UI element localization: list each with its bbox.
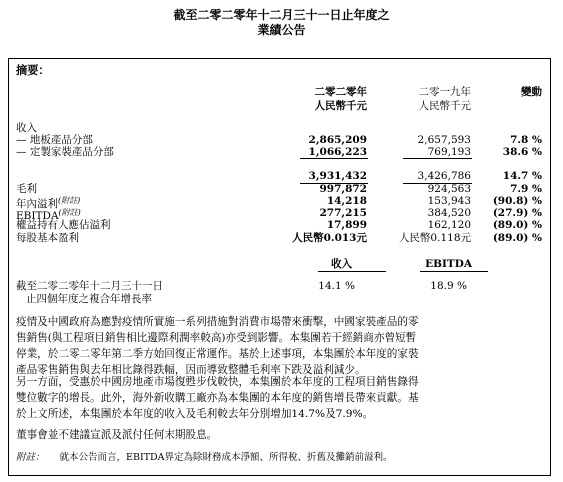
cagr-revenue-header: 收入	[331, 258, 352, 270]
basic-eps-label: 每股基本盈利	[16, 232, 79, 244]
basic-eps-2019: 人民幣0.118元	[398, 232, 471, 244]
cagr-ebitda-value: 18.9 %	[430, 280, 467, 292]
revenue-label: 收入	[16, 122, 37, 134]
profit-for-year-change: (90.8) %	[492, 195, 542, 207]
paragraph-impact	[16, 314, 544, 378]
footnote	[16, 452, 393, 464]
header-2019-year: 二零一九年	[418, 86, 471, 98]
paragraph-growth-line: 於上文所述，本集團於本年度的收入及毛利較去年分別增加14.7%及7.9%。	[16, 408, 374, 420]
profit-for-year-label: 年內溢利$^{(附註)}$	[16, 196, 81, 210]
ebitda-note-marker: (附註)	[58, 208, 81, 217]
paragraph-growth-line: 另一方面，受惠於中國房地產市場復甦步伐較快，本集團於本年度的工程項目銷售錄得	[16, 376, 419, 388]
revenue-total-change: 14.7 %	[502, 170, 542, 182]
ebitda-label: $EBITDA^{(附註)}$	[16, 208, 81, 222]
header-2020-unit: 人民幣千元	[314, 100, 367, 112]
revenue-total-2020: 3,931,432	[308, 170, 367, 182]
paragraph-impact-line: 售銷售(與工程項目銷售相比邊際利潤率較高)亦受到影響。本集團若干經銷商亦曾短暫	[16, 332, 417, 344]
basic-eps-change: (89.0) %	[492, 232, 542, 244]
subtotal-rule-2019	[403, 158, 472, 159]
cagr-rule-ebitda	[420, 271, 488, 272]
ebitda-change: (27.9) %	[492, 207, 542, 219]
paragraph-impact-line: 停業，於二零二零年第二季方始回復正常運作。基於上述事項，本集團於本年度的家裝	[16, 348, 419, 360]
paragraph-growth	[16, 374, 544, 422]
gross-profit-change: 7.9 %	[510, 183, 542, 195]
cagr-ebitda-header: EBITDA	[425, 258, 472, 270]
attributable-profit-2020: 17,899	[326, 219, 367, 231]
basic-eps-2020: 人民幣0.013元	[292, 232, 367, 244]
segment-flooring-change: 7.8 %	[510, 134, 542, 146]
profit-for-year-2019: 153,943	[427, 195, 471, 207]
footnote-text: 就本公告而言，EBITDA界定為除財務成本淨額、所得稅、折舊及攤銷前溢利。	[59, 452, 393, 463]
header-2020-year: 二零二零年	[314, 86, 367, 98]
segment-custom-change: 38.6 %	[502, 146, 542, 158]
cagr-label-line2: 止四個年度之複合年增長率	[26, 293, 152, 305]
segment-custom-label: — 定製家裝產品分部	[16, 146, 114, 158]
cagr-rule-revenue	[318, 271, 386, 272]
announcement-subtitle: 業績公告	[257, 23, 306, 37]
cagr-label-line1: 截至二零二零年十二月三十一日	[16, 280, 163, 292]
paragraph-impact-line: 疫情及中國政府為應對疫情所實施一系列措施對消費市場帶來衝擊，中國家裝產品的零	[16, 316, 419, 328]
ebitda-2020: 277,215	[319, 207, 367, 219]
summary-heading: 摘要：	[16, 63, 50, 77]
gross-profit-2020: 997,872	[319, 183, 367, 195]
segment-custom-2020: 1,066,223	[308, 146, 367, 158]
cagr-revenue-value: 14.1 %	[318, 280, 355, 292]
header-2019-unit: 人民幣千元	[418, 100, 471, 112]
revenue-total-2019: 3,426,786	[417, 170, 471, 182]
footnote-label: 附註：	[16, 452, 45, 463]
segment-flooring-2019: 2,657,593	[417, 134, 471, 146]
subtotal-rule-2020	[300, 158, 368, 159]
gross-profit-label: 毛利	[16, 183, 37, 195]
announcement-title: 截至二零二零年十二月三十一日止年度之	[173, 8, 390, 22]
profit-note-marker: (附註)	[58, 196, 81, 205]
paragraph-growth-line: 雙位數字的增長。此外，海外新收購工廠亦為本集團的本年度的銷售增長帶來貢獻。基	[16, 392, 419, 404]
header-change: 變動	[521, 86, 542, 98]
segment-flooring-label: — 地板產品分部	[16, 134, 93, 146]
attributable-profit-change: (89.0) %	[492, 219, 542, 231]
ebitda-2019: 384,520	[427, 207, 471, 219]
attributable-profit-label: 權益持有人應佔溢利	[16, 219, 111, 231]
paragraph-dividend: 董事會並不建議宣派及派付任何末期股息。	[16, 429, 218, 441]
segment-flooring-2020: 2,865,209	[308, 134, 367, 146]
paragraph-impact-line: 產品零售銷售與去年相比錄得跌幅，因而導致整體毛利率下跌及溢利減少。	[16, 364, 366, 376]
segment-custom-2019: 769,193	[427, 146, 471, 158]
profit-for-year-2020: 14,218	[326, 195, 367, 207]
attributable-profit-2019: 162,120	[427, 219, 471, 231]
gross-profit-2019: 924,563	[427, 183, 471, 195]
